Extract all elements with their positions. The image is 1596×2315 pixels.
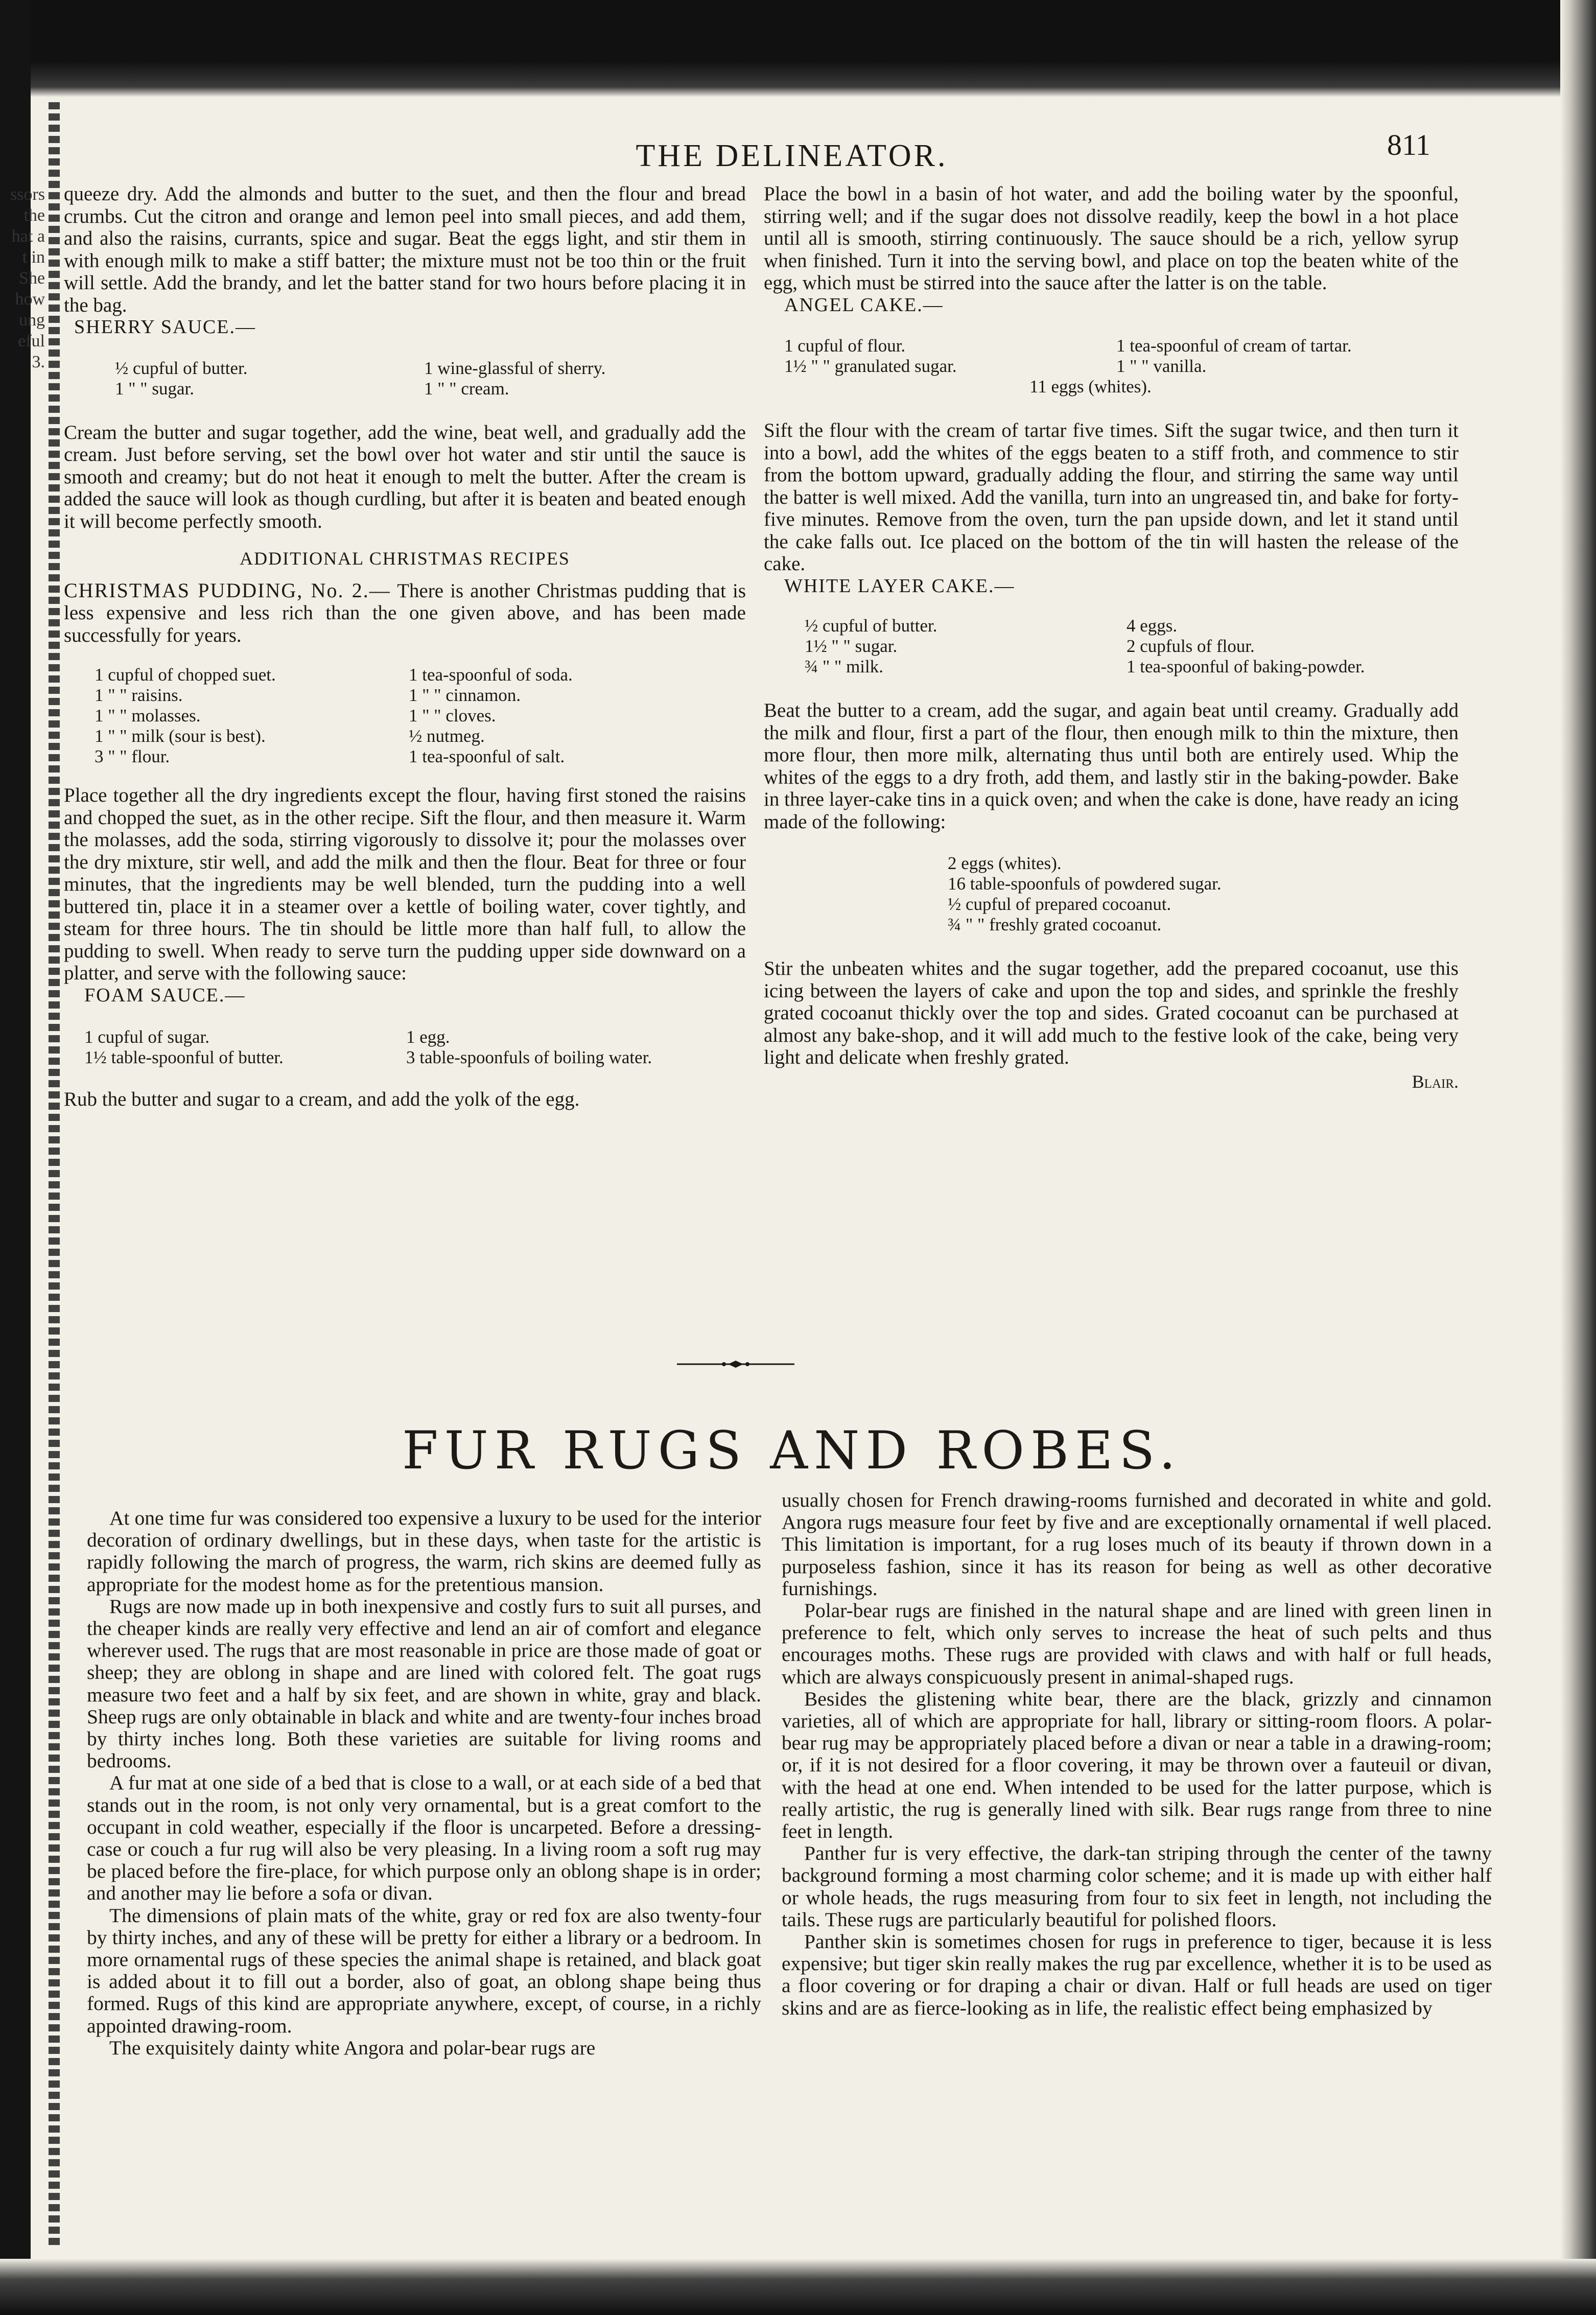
article-right-column [782,1489,1492,2019]
pudding-continuation: queeze dry. Add the almonds and butter to the suet, and then the flour and bread crumbs. Cut the citron and orange and lemon peel into small pieces, and add them, and also the raisins, currants, spice and sugar. Beat the eggs light, and stir them in with enough milk to make a stiff batter; the mixture must not be too thin or the fruit will settle. Add the brandy, and let the batter stand for two hours before placing it in the bag. [64,183,746,316]
scan-edge-right [1560,0,1596,2315]
bleed-line: hat a [11,227,45,246]
foam-sauce-continuation: Place the bowl in a basin of hot water, and add the boiling water by the spoonful, stirring well; and if the sugar does not dissolve readily, keep the bowl in a hot place until all is smooth, stirring continuously. The sauce should be a rich, yellow syrup when finished. Turn it into the serving bowl, and place on top the beaten white of the egg, which must be stirred into the sauce after the latter is on the table. [764,183,1459,294]
ingredient: 1 " " cloves. [409,706,496,726]
ingredient: 1 " " vanilla. [1116,356,1207,376]
article-paragraph: Polar-bear rugs are finished in the natural shape and are lined with green linen in preference to felt, which only serves to increase the heat of such pelts and thus encourages moths. These rugs are provided with claws and with half or full heads, which are always conspicuously present in animal-shaped rugs. [782,1599,1492,1688]
running-head: THE DELINEATOR. [636,138,948,173]
ingredient: 16 table-spoonfuls of powdered sugar. [948,874,1222,894]
ingredient: 1 tea-spoonful of cream of tartar. [1116,336,1352,356]
ingredient: 1½ table-spoonful of butter. [84,1047,284,1067]
icing-method: Stir the unbeaten whites and the sugar together, add the prepared cocoanut, use this icing between the layers of cake and upon the top and sides, and sprinkle the freshly grated cocoanut thickly over the top and sides. Grated cocoanut can be purchased at almost any bake-shop, and it will add much to the festive look of the cake, being very light and delicate when freshly grated. [764,957,1459,1068]
ingredient: ½ nutmeg. [409,726,485,746]
white-layer-cake-title: WHITE LAYER CAKE.— [784,575,1015,597]
article-paragraph: Panther skin is sometimes chosen for rugs in preference to tiger, because it is less expensive; but tiger skin really makes the rug par excellence, whether it is to be used as a floor covering or for draping a chair or divan. Half or full heads are used on tiger skins and are as fierce-looking as in life, the realistic effect being emphasized by [782,1930,1492,2019]
ingredient: 2 cupfuls of flour. [1126,636,1255,656]
ingredient: 1 tea-spoonful of baking-powder. [1126,657,1365,676]
article-paragraph: At one time fur was considered too expensive a luxury to be used for the interior decoration of ordinary dwellings, but in these days, when taste for the artistic is rapidly following the march of progress, the warm, rich skins are deemed fully as appropriate for the modest home as for the pretentious mansion. [87,1507,761,1596]
bleed-line: ssors [10,185,45,204]
sherry-sauce-title: SHERRY SAUCE.— [74,316,256,338]
ingredient: 1 " " cream. [424,378,509,399]
angel-cake-eggs: 11 eggs (whites). [1029,377,1152,396]
article-left-column [87,1507,761,2059]
ingredient: ½ cupful of prepared cocoanut. [948,894,1171,914]
ingredient: 2 eggs (whites). [948,853,1062,873]
binding-spine [49,102,60,2248]
article-paragraph: Panther fur is very effective, the dark-tan striping through the center of the tawny background forming a most charming color scheme; and it is made up with either half or whole heads, the rugs measuring from four to six feet in length, not including the tails. These rugs are particularly beautiful for polished floors. [782,1842,1492,1931]
christmas-pudding-text: There is another Christmas pudding that is less expensive and less rich than the one given above, and has been made successfully for years. [64,579,746,646]
article-paragraph: Besides the glistening white bear, there are the black, grizzly and cinnamon varieties, all of which are appropriate for hall, library or sitting-room floors. A polar-bear rug may be appropriately placed before a divan or near a table in a drawing-room; or, if it is not desired for a floor covering, it may be thrown over a fauteuil or divan, with the head at one end. When intended to be used for the latter purpose, which is really artistic, the rug is generally lined with silk. Bear rugs range from three to nine feet in length. [782,1687,1492,1843]
angel-cake-method: Sift the flour with the cream of tartar five times. Sift the sugar twice, and then turn it into a bowl, add the whites of the eggs beaten to a stiff froth, and commence to stir from the bottom upward, gradually adding the flour, and stirring the same way until the batter is well mixed. Add the vanilla, turn into an ungreased tin, and bake for forty-five minutes. Remove from the oven, turn the pan upside down, and let it stand until the cake falls out. Ice placed on the bottom of the tin will hasten the release of the cake. [764,419,1459,575]
sherry-method: Cream the butter and sugar together, add the wine, beat well, and gradually add the cream. Just before serving, set the bowl over hot water and stir until the sauce is smooth and creamy; but do not heat it enough to melt the butter. After the cream is added the sauce will look as though curdling, but after it is beaten and beated enough it will become perfectly smooth. [64,421,746,532]
bleed-line: the [24,206,45,225]
foam-ingredients [84,1027,723,1068]
section-heading: ADDITIONAL CHRISTMAS RECIPES [240,548,570,569]
bleed-line: how [15,290,45,309]
author-signature: Blair. [1412,1071,1459,1092]
article-paragraph: The dimensions of plain mats of the white, gray or red fox are also twenty-four by thirty inches, and any of these will be pretty for either a library or a bedroom. In more ornamental rugs of these species the animal shape is retained, and black goat is added about it to fill out a border, also of goat, an oblong shape being thus formed. Rugs of this kind are appropriate anywhere, except, of course, in a richly appointed drawing-room. [87,1904,761,2037]
ingredient: 1 tea-spoonful of soda. [409,665,573,685]
angel-cake-title: ANGEL CAKE.— [784,294,944,316]
ingredient: 1 cupful of sugar. [84,1027,209,1047]
bleed-line: eful [18,332,45,350]
bleed-line: ung [19,311,45,330]
ingredient: 1 cupful of chopped suet. [95,665,276,685]
ingredient: 1 " " milk (sour is best). [95,726,266,746]
sherry-ingredients [115,358,718,399]
christmas-pudding-title: CHRISTMAS PUDDING, No. 2.— [64,578,391,602]
foam-sauce-title: FOAM SAUCE.— [84,984,246,1006]
white-layer-cake-ingredients [805,616,1438,677]
ingredient: 1 " " raisins. [95,685,183,705]
ingredient: 4 eggs. [1126,616,1178,636]
foam-method: Rub the butter and sugar to a cream, and add the yolk of the egg. [64,1088,580,1110]
ingredient: ¾ " " freshly grated cocoanut. [948,915,1162,934]
ingredient: 1 cupful of flour. [784,336,906,356]
article-title: FUR RUGS AND ROBES. [402,1420,1182,1481]
scan-edge-bottom [0,2259,1596,2315]
bleed-line: 3. [32,353,45,371]
ingredient: 1 " " molasses. [95,706,201,726]
bleed-line: t in [22,248,45,267]
ingredient: 1 tea-spoonful of salt. [409,746,565,766]
scan-edge-top [0,0,1596,97]
pudding-ingredients [95,665,708,767]
icing-ingredients [948,853,1459,935]
article-paragraph: A fur mat at one side of a bed that is close to a wall, or at each side of a bed that stands out in the room, is not only very ornamental, but is a great comfort to the occupant in cold weather, especially if the floor is uncarpeted. Before a dressing-case or couch a fur rug will also be very pleasing. In a living room a soft rug may be placed before the fire-place, for which purpose only an oblong shape is in order; and another may lie before a sofa or divan. [87,1771,761,1905]
angel-cake-ingredients [784,336,1428,377]
ingredient: 1½ " " granulated sugar. [784,356,957,376]
ingredient: ¾ " " milk. [805,657,883,676]
ingredient: ½ cupful of butter. [115,358,248,378]
ingredient: 1 wine-glassful of sherry. [424,358,606,378]
christmas-pudding-intro [64,579,746,647]
bleed-line: She [19,269,45,288]
ingredient: 3 table-spoonfuls of boiling water. [406,1047,652,1067]
pudding-method: Place together all the dry ingredients except the flour, having first stoned the raisins and chopped the suet, as in the other recipe. Sift the flour, and then measure it. Warm the molasses, add the soda, stirring vigorously to dissolve it; pour the molasses over the dry mixture, stir well, and add the milk and then the flour. Beat for three or four minutes, that the ingredients may be well blended, turn the pudding into a well buttered tin, place it in a steamer over a kettle of boiling water, cover tightly, and steam for three hours. The tin should be little more than half full, to allow the pudding to swell. When ready to serve turn the pudding upper side downward on a platter, and serve with the following sauce: [64,784,746,984]
adjacent-page-bleed [0,184,45,372]
ingredient: 3 " " flour. [95,746,170,766]
article-paragraph: The exquisitely dainty white Angora and polar-bear rugs are [109,2036,596,2059]
page-number: 811 [1387,128,1430,161]
ingredient: 1 egg. [406,1027,450,1047]
article-paragraph: Rugs are now made up in both inexpensive and costly furs to suit all purses, and the cheaper kinds are really very effective and lend an air of comfort and elegance wherever used. The rugs that are most reasonable in price are those made of goat or sheep; they are oblong in shape and are lined with colored felt. The goat rugs measure two feet and a half by six feet, and are shown in white, gray and black. Sheep rugs are only obtainable in black and white and are twenty-four inches broad by thirty inches long. Both these varieties are suitable for living rooms and bedrooms. [87,1595,761,1772]
right-recipe-column [764,183,1459,1093]
ingredient: ½ cupful of butter. [805,616,937,636]
ingredient: 1½ " " sugar. [805,636,898,656]
white-layer-cake-method: Beat the butter to a cream, add the sugar, and again beat until creamy. Gradually add the milk and flour, first a part of the flour, then enough milk to thin the mixture, then more flour, then more milk, alternating thus until both are entirely used. Whip the whites of the eggs to a dry froth, add them, and lastly stir in the baking-powder. Bake in three layer-cake tins in a quick oven; and when the cake is done, have ready an icing made of the following: [764,699,1459,833]
article-paragraph: usually chosen for French drawing-rooms furnished and decorated in white and gold. Angora rugs measure four feet by five and are exceptionally ornamental if well placed. This limitation is important, for a rug loses much of its beauty if thrown down in a purposeless fashion, since it has its reason for being as well as other decorative furnishings. [782,1489,1492,1600]
ingredient: 1 " " cinnamon. [409,685,521,705]
ingredient: 1 " " sugar. [115,378,194,399]
left-recipe-column [64,183,746,1111]
ornamental-divider [677,1359,794,1369]
